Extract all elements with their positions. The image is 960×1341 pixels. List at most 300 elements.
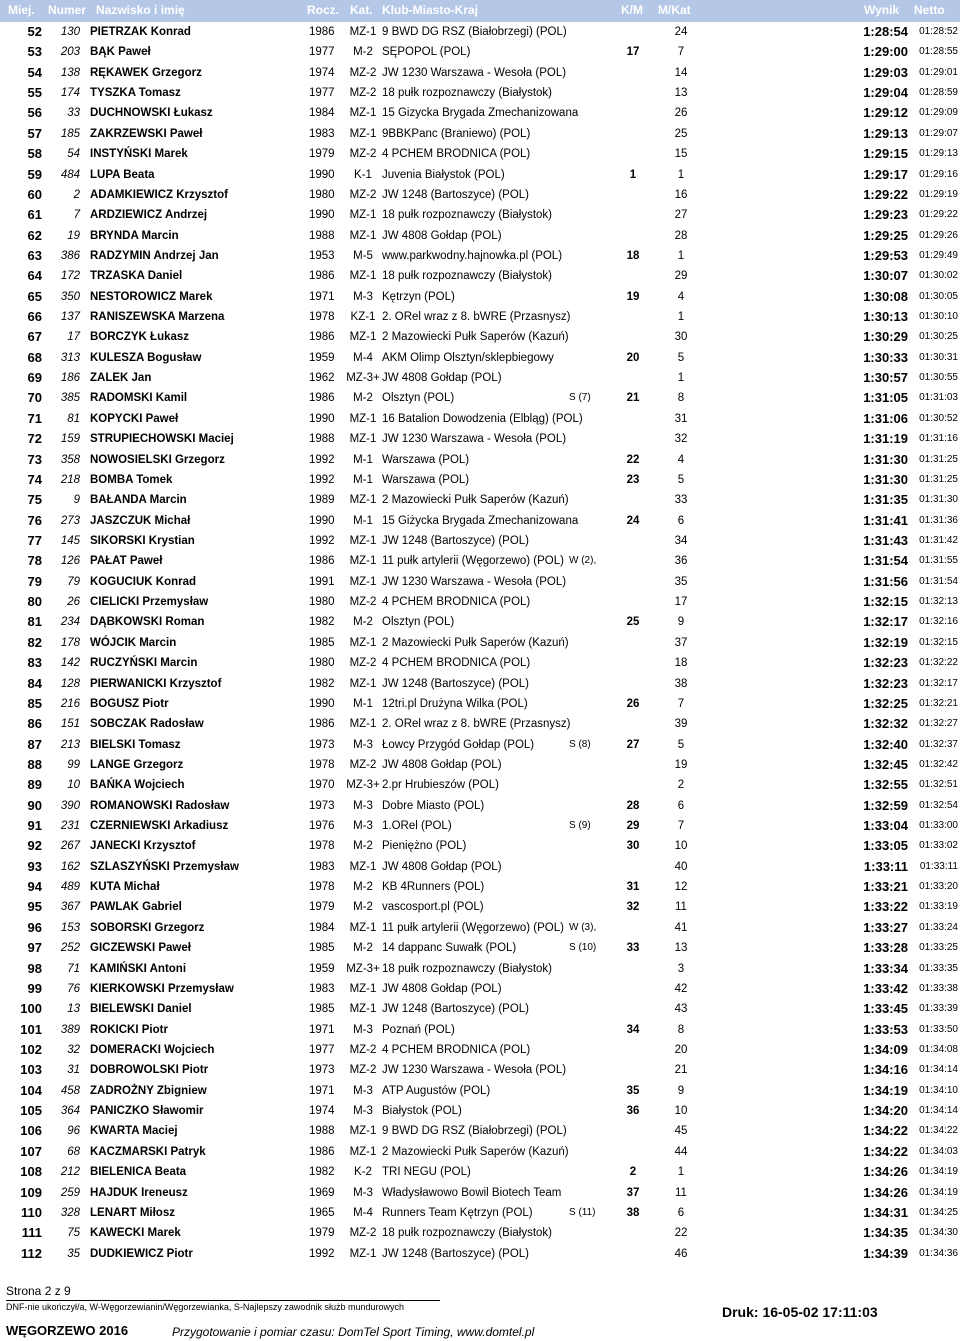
category-cell: MZ-1 bbox=[349, 229, 377, 242]
category-cell: MZ-1 bbox=[349, 107, 377, 120]
category-cell: M-3 bbox=[353, 1023, 373, 1036]
place-cell: 80 bbox=[27, 594, 42, 610]
table-row bbox=[0, 775, 960, 795]
category-rank-cell: 5 bbox=[677, 473, 685, 486]
table-row bbox=[0, 470, 960, 490]
category-cell: MZ-2 bbox=[349, 1227, 377, 1240]
table-row bbox=[0, 63, 960, 83]
category-rank-cell: 7 bbox=[677, 820, 685, 833]
place-cell: 58 bbox=[27, 146, 42, 162]
gender-rank-cell: 19 bbox=[626, 290, 640, 303]
gender-rank-cell: 33 bbox=[626, 942, 640, 955]
club-cell: 4 PCHEM BRODNICA (POL) bbox=[382, 1044, 531, 1056]
name-cell: WÓJCIK Marcin bbox=[90, 636, 177, 649]
club-cell: Olsztyn (POL) bbox=[382, 616, 455, 629]
category-rank-cell: 44 bbox=[674, 1145, 688, 1158]
birth-year-cell: 1982 bbox=[309, 616, 335, 629]
club-cell: JW 1248 (Bartoszyce) (POL) bbox=[382, 1003, 529, 1016]
event-title: WĘGORZEWO 2016 bbox=[6, 1323, 129, 1338]
category-cell: MZ-2 bbox=[349, 188, 377, 201]
name-cell: ZALEK Jan bbox=[90, 372, 152, 385]
birth-year-cell: 1959 bbox=[309, 962, 335, 975]
birth-year-cell: 1978 bbox=[309, 881, 335, 894]
table-row bbox=[0, 1203, 960, 1223]
gender-rank-cell: 38 bbox=[626, 1206, 640, 1219]
category-cell: M-3 bbox=[353, 1186, 373, 1199]
table-row bbox=[0, 531, 960, 551]
result-time-cell: 1:29:22 bbox=[863, 186, 908, 202]
place-cell: 54 bbox=[27, 64, 42, 80]
name-cell: JANECKI Krzysztof bbox=[90, 840, 196, 853]
category-cell: MZ-2 bbox=[349, 66, 377, 79]
birth-year-cell: 1973 bbox=[309, 799, 335, 812]
net-time-cell: 01:31:54 bbox=[919, 575, 958, 587]
result-time-cell: 1:29:04 bbox=[863, 85, 908, 101]
category-cell: MZ-1 bbox=[349, 494, 377, 507]
category-rank-cell: 12 bbox=[674, 881, 688, 894]
name-cell: RĘKAWEK Grzegorz bbox=[90, 66, 202, 79]
name-cell: HAJDUK Ireneusz bbox=[90, 1186, 188, 1199]
name-cell: ZADROŻNY Zbigniew bbox=[90, 1084, 207, 1097]
net-time-cell: 01:33:02 bbox=[919, 840, 958, 852]
place-cell: 87 bbox=[27, 736, 42, 752]
bib-number-cell: 350 bbox=[60, 290, 80, 303]
name-cell: BĄK Paweł bbox=[90, 46, 151, 59]
net-time-cell: 01:32:54 bbox=[919, 799, 958, 811]
table-row bbox=[0, 979, 960, 999]
category-rank-cell: 38 bbox=[674, 677, 688, 690]
table-row bbox=[0, 246, 960, 266]
club-cell: Olsztyn (POL) bbox=[382, 392, 455, 405]
net-time-cell: 01:32:17 bbox=[919, 677, 958, 689]
place-cell: 90 bbox=[27, 797, 42, 813]
category-rank-cell: 1 bbox=[677, 168, 685, 181]
result-time-cell: 1:32:25 bbox=[863, 695, 908, 711]
result-time-cell: 1:31:05 bbox=[863, 390, 908, 406]
table-row bbox=[0, 1020, 960, 1040]
table-row bbox=[0, 450, 960, 470]
net-time-cell: 01:32:16 bbox=[919, 616, 958, 628]
club-cell: Runners Team Kętrzyn (POL) bbox=[382, 1206, 533, 1219]
birth-year-cell: 1977 bbox=[309, 1044, 335, 1056]
birth-year-cell: 1978 bbox=[309, 758, 335, 771]
category-rank-cell: 32 bbox=[674, 433, 688, 446]
place-cell: 74 bbox=[27, 471, 42, 487]
category-rank-cell: 6 bbox=[677, 799, 685, 812]
category-cell: MZ-1 bbox=[349, 270, 377, 283]
net-time-cell: 01:33:25 bbox=[919, 942, 958, 954]
birth-year-cell: 1992 bbox=[309, 453, 335, 466]
name-cell: RADOMSKI Kamil bbox=[90, 392, 188, 405]
bib-number-cell: 75 bbox=[67, 1227, 80, 1240]
birth-year-cell: 1976 bbox=[309, 820, 335, 833]
name-cell: DĄBKOWSKI Roman bbox=[90, 616, 205, 629]
name-cell: RANISZEWSKA Marzena bbox=[90, 311, 225, 324]
place-cell: 89 bbox=[27, 777, 42, 793]
place-cell: 108 bbox=[20, 1164, 42, 1180]
gender-rank-cell: 37 bbox=[626, 1186, 640, 1199]
result-time-cell: 1:32:23 bbox=[863, 675, 908, 691]
result-time-cell: 1:33:28 bbox=[863, 940, 908, 956]
net-time-cell: 01:29:07 bbox=[919, 127, 958, 139]
gender-rank-cell: 26 bbox=[626, 697, 640, 710]
category-cell: MZ-1 bbox=[349, 412, 377, 425]
category-rank-cell: 1 bbox=[677, 311, 685, 324]
bib-number-cell: 203 bbox=[60, 46, 80, 59]
net-time-cell: 01:34:14 bbox=[919, 1105, 958, 1117]
net-time-cell: 01:34:22 bbox=[919, 1125, 958, 1137]
category-rank-cell: 37 bbox=[674, 636, 688, 649]
result-time-cell: 1:29:15 bbox=[863, 146, 908, 162]
gender-rank-cell: 25 bbox=[626, 616, 640, 629]
club-cell: 2 Mazowiecki Pułk Saperów (Kazuń) bbox=[382, 636, 569, 649]
birth-year-cell: 1985 bbox=[309, 942, 335, 955]
bib-number-cell: 216 bbox=[60, 697, 80, 710]
category-cell: MZ-2 bbox=[349, 87, 377, 100]
club-cell: JW 1230 Warszawa - Wesoła (POL) bbox=[382, 433, 567, 446]
club-cell: 2. ORel wraz z 8. bWRE (Przasnysz) bbox=[382, 311, 571, 324]
category-cell: MZ-1 bbox=[349, 1247, 377, 1260]
place-cell: 57 bbox=[27, 125, 42, 141]
result-time-cell: 1:29:12 bbox=[863, 105, 908, 121]
net-time-cell: 01:34:14 bbox=[919, 1064, 958, 1076]
category-rank-cell: 6 bbox=[677, 1206, 685, 1219]
category-cell: M-4 bbox=[353, 351, 373, 364]
net-time-cell: 01:30:31 bbox=[919, 351, 958, 363]
name-cell: PAWLAK Gabriel bbox=[90, 901, 182, 914]
table-row bbox=[0, 755, 960, 775]
category-rank-cell: 16 bbox=[674, 188, 688, 201]
place-cell: 82 bbox=[27, 634, 42, 650]
result-time-cell: 1:33:04 bbox=[863, 818, 908, 834]
table-row bbox=[0, 103, 960, 123]
category-cell: M-2 bbox=[353, 392, 373, 405]
table-row bbox=[0, 348, 960, 368]
place-cell: 103 bbox=[20, 1062, 42, 1078]
name-cell: KOGUCIUK Konrad bbox=[90, 575, 197, 588]
name-cell: BORCZYK Łukasz bbox=[90, 331, 190, 344]
net-time-cell: 01:33:38 bbox=[919, 982, 958, 994]
category-cell: MZ-1 bbox=[349, 921, 377, 934]
result-time-cell: 1:29:23 bbox=[863, 207, 908, 223]
category-cell: M-3 bbox=[353, 738, 373, 751]
name-cell: ROMANOWSKI Radosław bbox=[90, 799, 230, 812]
place-cell: 75 bbox=[27, 492, 42, 508]
result-time-cell: 1:30:33 bbox=[863, 349, 908, 365]
result-time-cell: 1:34:35 bbox=[863, 1225, 908, 1241]
bib-number-cell: 273 bbox=[60, 514, 80, 527]
bib-number-cell: 234 bbox=[60, 616, 80, 629]
result-time-cell: 1:29:17 bbox=[863, 166, 908, 182]
table-row bbox=[0, 124, 960, 144]
birth-year-cell: 1980 bbox=[309, 657, 335, 670]
bib-number-cell: 385 bbox=[60, 392, 80, 405]
place-cell: 95 bbox=[27, 899, 42, 915]
category-cell: MZ-2 bbox=[349, 657, 377, 670]
table-row bbox=[0, 592, 960, 612]
place-cell: 71 bbox=[27, 410, 42, 426]
place-cell: 109 bbox=[20, 1184, 42, 1200]
table-row bbox=[0, 409, 960, 429]
club-cell: Warszawa (POL) bbox=[382, 453, 470, 466]
club-cell: JW 1248 (Bartoszyce) (POL) bbox=[382, 677, 529, 690]
place-cell: 91 bbox=[27, 818, 42, 834]
bib-number-cell: 138 bbox=[60, 66, 80, 79]
category-rank-cell: 29 bbox=[674, 270, 688, 283]
net-time-cell: 01:28:59 bbox=[919, 87, 958, 99]
gender-rank-cell: 27 bbox=[626, 738, 640, 751]
note-cell: S (8) bbox=[569, 738, 591, 750]
name-cell: TRZASKA Daniel bbox=[90, 270, 183, 283]
category-rank-cell: 30 bbox=[674, 331, 688, 344]
net-time-cell: 01:29:22 bbox=[919, 209, 958, 221]
category-cell: M-2 bbox=[353, 840, 373, 853]
bib-number-cell: 174 bbox=[60, 87, 80, 100]
name-cell: TYSZKA Tomasz bbox=[90, 87, 181, 100]
club-cell: JW 4808 Gołdap (POL) bbox=[382, 229, 502, 242]
category-cell: M-2 bbox=[353, 616, 373, 629]
net-time-cell: 01:33:35 bbox=[919, 962, 958, 974]
place-cell: 73 bbox=[27, 451, 42, 467]
net-time-cell: 01:31:16 bbox=[919, 433, 958, 445]
club-cell: 11 pułk artylerii (Węgorzewo) (POL) bbox=[382, 555, 564, 568]
bib-number-cell: 19 bbox=[67, 229, 80, 242]
place-cell: 97 bbox=[27, 940, 42, 956]
club-cell: 2. ORel wraz z 8. bWRE (Przasnysz) bbox=[382, 718, 571, 731]
net-time-cell: 01:32:13 bbox=[919, 596, 958, 608]
result-time-cell: 1:34:09 bbox=[863, 1042, 908, 1057]
club-cell: SĘPOPOL (POL) bbox=[382, 46, 471, 59]
category-cell: MZ-1 bbox=[349, 860, 377, 873]
category-rank-cell: 8 bbox=[677, 1023, 685, 1036]
bib-number-cell: 2 bbox=[73, 188, 80, 201]
place-cell: 61 bbox=[27, 207, 42, 223]
place-cell: 106 bbox=[20, 1123, 42, 1139]
net-time-cell: 01:34:03 bbox=[919, 1145, 958, 1157]
header-year: Rocz. bbox=[307, 3, 340, 17]
table-row bbox=[0, 694, 960, 714]
birth-year-cell: 1970 bbox=[309, 779, 335, 792]
net-time-cell: 01:28:52 bbox=[919, 26, 958, 37]
name-cell: KOPYCKI Paweł bbox=[90, 412, 179, 425]
net-time-cell: 01:29:19 bbox=[919, 188, 958, 200]
club-cell: KB 4Runners (POL) bbox=[382, 881, 485, 894]
birth-year-cell: 1989 bbox=[309, 494, 335, 507]
name-cell: INSTYŃSKI Marek bbox=[90, 148, 188, 161]
birth-year-cell: 1980 bbox=[309, 188, 335, 201]
header-club: Klub-Miasto-Kraj bbox=[382, 3, 478, 17]
place-cell: 79 bbox=[27, 573, 42, 589]
table-row bbox=[0, 511, 960, 531]
result-time-cell: 1:32:55 bbox=[863, 777, 908, 793]
place-cell: 56 bbox=[27, 105, 42, 121]
place-cell: 88 bbox=[27, 756, 42, 772]
place-cell: 52 bbox=[27, 24, 42, 39]
club-cell: vascosport.pl (POL) bbox=[382, 901, 484, 914]
category-rank-cell: 45 bbox=[674, 1125, 688, 1138]
net-time-cell: 01:31:03 bbox=[919, 392, 958, 404]
place-cell: 99 bbox=[27, 980, 42, 996]
birth-year-cell: 1973 bbox=[309, 1064, 335, 1077]
gender-rank-cell: 18 bbox=[626, 249, 640, 262]
bib-number-cell: 99 bbox=[67, 758, 80, 771]
category-rank-cell: 10 bbox=[674, 1105, 688, 1118]
birth-year-cell: 1980 bbox=[309, 596, 335, 609]
category-cell: MZ-1 bbox=[349, 209, 377, 222]
bib-number-cell: 7 bbox=[73, 209, 80, 222]
place-cell: 110 bbox=[21, 1204, 42, 1220]
category-rank-cell: 40 bbox=[674, 860, 688, 873]
place-cell: 107 bbox=[20, 1143, 42, 1159]
gender-rank-cell: 32 bbox=[626, 901, 640, 914]
birth-year-cell: 1986 bbox=[309, 718, 335, 731]
category-cell: M-2 bbox=[353, 942, 373, 955]
category-cell: M-3 bbox=[353, 1105, 373, 1118]
bib-number-cell: 367 bbox=[60, 901, 80, 914]
category-rank-cell: 17 bbox=[674, 596, 688, 609]
net-time-cell: 01:32:21 bbox=[919, 697, 958, 709]
place-cell: 101 bbox=[20, 1021, 42, 1037]
place-cell: 65 bbox=[27, 288, 42, 304]
net-time-cell: 01:34:25 bbox=[919, 1206, 958, 1218]
place-cell: 92 bbox=[27, 838, 42, 854]
bib-number-cell: 390 bbox=[60, 799, 80, 812]
table-row bbox=[0, 999, 960, 1019]
timing-credit: Przygotowanie i pomiar czasu: DomTel Sport Timing, www.domtel.pl bbox=[172, 1325, 535, 1339]
category-rank-cell: 25 bbox=[674, 127, 688, 140]
table-row bbox=[0, 490, 960, 510]
gender-rank-cell: 1 bbox=[629, 168, 637, 181]
gender-rank-cell: 21 bbox=[626, 392, 640, 405]
club-cell: Warszawa (POL) bbox=[382, 473, 470, 486]
table-row bbox=[0, 877, 960, 897]
result-time-cell: 1:33:21 bbox=[863, 879, 908, 895]
category-cell: MZ-1 bbox=[349, 982, 377, 995]
bib-number-cell: 313 bbox=[60, 351, 80, 364]
category-rank-cell: 5 bbox=[677, 738, 685, 751]
bib-number-cell: 68 bbox=[67, 1145, 80, 1158]
result-time-cell: 1:31:43 bbox=[863, 533, 908, 548]
result-time-cell: 1:34:31 bbox=[863, 1204, 908, 1220]
table-row bbox=[0, 388, 960, 408]
club-cell: JW 1248 (Bartoszyce) (POL) bbox=[382, 535, 529, 547]
bib-number-cell: 218 bbox=[60, 473, 80, 486]
table-row bbox=[0, 1244, 960, 1264]
place-cell: 63 bbox=[27, 247, 42, 263]
birth-year-cell: 1988 bbox=[309, 1125, 335, 1138]
bib-number-cell: 151 bbox=[60, 718, 80, 731]
result-time-cell: 1:32:17 bbox=[863, 614, 908, 630]
gender-rank-cell: 23 bbox=[626, 473, 640, 486]
birth-year-cell: 1978 bbox=[309, 311, 335, 324]
category-rank-cell: 9 bbox=[677, 616, 685, 629]
category-rank-cell: 11 bbox=[675, 1186, 687, 1199]
club-cell: Juvenia Białystok (POL) bbox=[382, 168, 505, 181]
birth-year-cell: 1969 bbox=[309, 1186, 335, 1199]
category-rank-cell: 8 bbox=[677, 392, 685, 405]
table-row bbox=[0, 22, 960, 42]
result-time-cell: 1:32:45 bbox=[863, 756, 908, 772]
club-cell: 4 PCHEM BRODNICA (POL) bbox=[382, 596, 531, 609]
birth-year-cell: 1979 bbox=[309, 1227, 335, 1240]
name-cell: SZLASZYŃSKI Przemysław bbox=[90, 860, 239, 873]
footer-divider bbox=[6, 1300, 440, 1301]
result-time-cell: 1:32:40 bbox=[863, 736, 908, 752]
place-cell: 100 bbox=[20, 1001, 42, 1017]
category-rank-cell: 4 bbox=[677, 453, 685, 466]
bib-number-cell: 458 bbox=[60, 1084, 80, 1097]
bib-number-cell: 153 bbox=[60, 921, 80, 934]
table-row bbox=[0, 653, 960, 673]
name-cell: LENART Miłosz bbox=[90, 1206, 175, 1219]
name-cell: DUCHNOWSKI Łukasz bbox=[90, 107, 213, 120]
birth-year-cell: 1990 bbox=[309, 412, 335, 425]
place-cell: 83 bbox=[27, 655, 42, 671]
bib-number-cell: 186 bbox=[60, 372, 80, 385]
category-rank-cell: 19 bbox=[674, 758, 688, 771]
category-rank-cell: 26 bbox=[674, 107, 688, 120]
club-cell: 2 Mazowiecki Pułk Saperów (Kazuń) bbox=[382, 331, 569, 344]
bib-number-cell: 267 bbox=[60, 840, 80, 853]
club-cell: Białystok (POL) bbox=[382, 1105, 462, 1118]
category-cell: MZ-1 bbox=[349, 26, 377, 38]
result-time-cell: 1:28:54 bbox=[863, 24, 908, 39]
category-cell: M-3 bbox=[353, 1084, 373, 1097]
gender-rank-cell: 2 bbox=[629, 1166, 637, 1179]
result-time-cell: 1:32:23 bbox=[863, 655, 908, 671]
name-cell: ARDZIEWICZ Andrzej bbox=[90, 209, 208, 222]
table-row bbox=[0, 857, 960, 877]
club-cell: ATP Augustów (POL) bbox=[382, 1084, 491, 1097]
category-cell: MZ-3+ bbox=[346, 779, 380, 792]
table-row bbox=[0, 1101, 960, 1121]
place-cell: 70 bbox=[27, 390, 42, 406]
category-cell: M-3 bbox=[353, 820, 373, 833]
result-time-cell: 1:29:00 bbox=[863, 44, 908, 60]
birth-year-cell: 1985 bbox=[309, 636, 335, 649]
bib-number-cell: 130 bbox=[60, 26, 80, 38]
table-row bbox=[0, 307, 960, 327]
place-cell: 85 bbox=[27, 695, 42, 711]
birth-year-cell: 1965 bbox=[309, 1206, 335, 1219]
gender-rank-cell: 35 bbox=[626, 1084, 640, 1097]
name-cell: NOWOSIELSKI Grzegorz bbox=[90, 453, 225, 466]
club-cell: 9BBKPanc (Braniewo) (POL) bbox=[382, 127, 531, 140]
birth-year-cell: 1990 bbox=[309, 697, 335, 710]
header-category: Kat. bbox=[350, 3, 373, 17]
name-cell: PANICZKO Sławomir bbox=[90, 1105, 204, 1118]
name-cell: GICZEWSKI Paweł bbox=[90, 942, 191, 955]
place-cell: 111 bbox=[21, 1225, 42, 1241]
table-row bbox=[0, 429, 960, 449]
net-time-cell: 01:30:55 bbox=[919, 372, 958, 384]
club-cell: 18 pułk rozpoznawczy (Białystok) bbox=[382, 87, 553, 100]
club-cell: JW 1230 Warszawa - Wesoła (POL) bbox=[382, 66, 567, 79]
table-row bbox=[0, 633, 960, 653]
name-cell: ROKICKI Piotr bbox=[90, 1023, 168, 1036]
header-net: Netto bbox=[914, 3, 945, 17]
club-cell: 9 BWD DG RSZ (Białobrzegi) (POL) bbox=[382, 1125, 567, 1138]
category-cell: MZ-1 bbox=[349, 1003, 377, 1016]
category-cell: M-1 bbox=[353, 514, 373, 527]
club-cell: Łowcy Przygód Gołdap (POL) bbox=[382, 738, 535, 751]
bib-number-cell: 213 bbox=[60, 738, 80, 751]
category-cell: MZ-2 bbox=[349, 1044, 377, 1056]
club-cell: 15 Gizycka Brygada Zmechanizowana bbox=[382, 107, 579, 120]
table-row bbox=[0, 674, 960, 694]
net-time-cell: 01:29:49 bbox=[919, 249, 958, 261]
birth-year-cell: 1974 bbox=[309, 1105, 335, 1118]
